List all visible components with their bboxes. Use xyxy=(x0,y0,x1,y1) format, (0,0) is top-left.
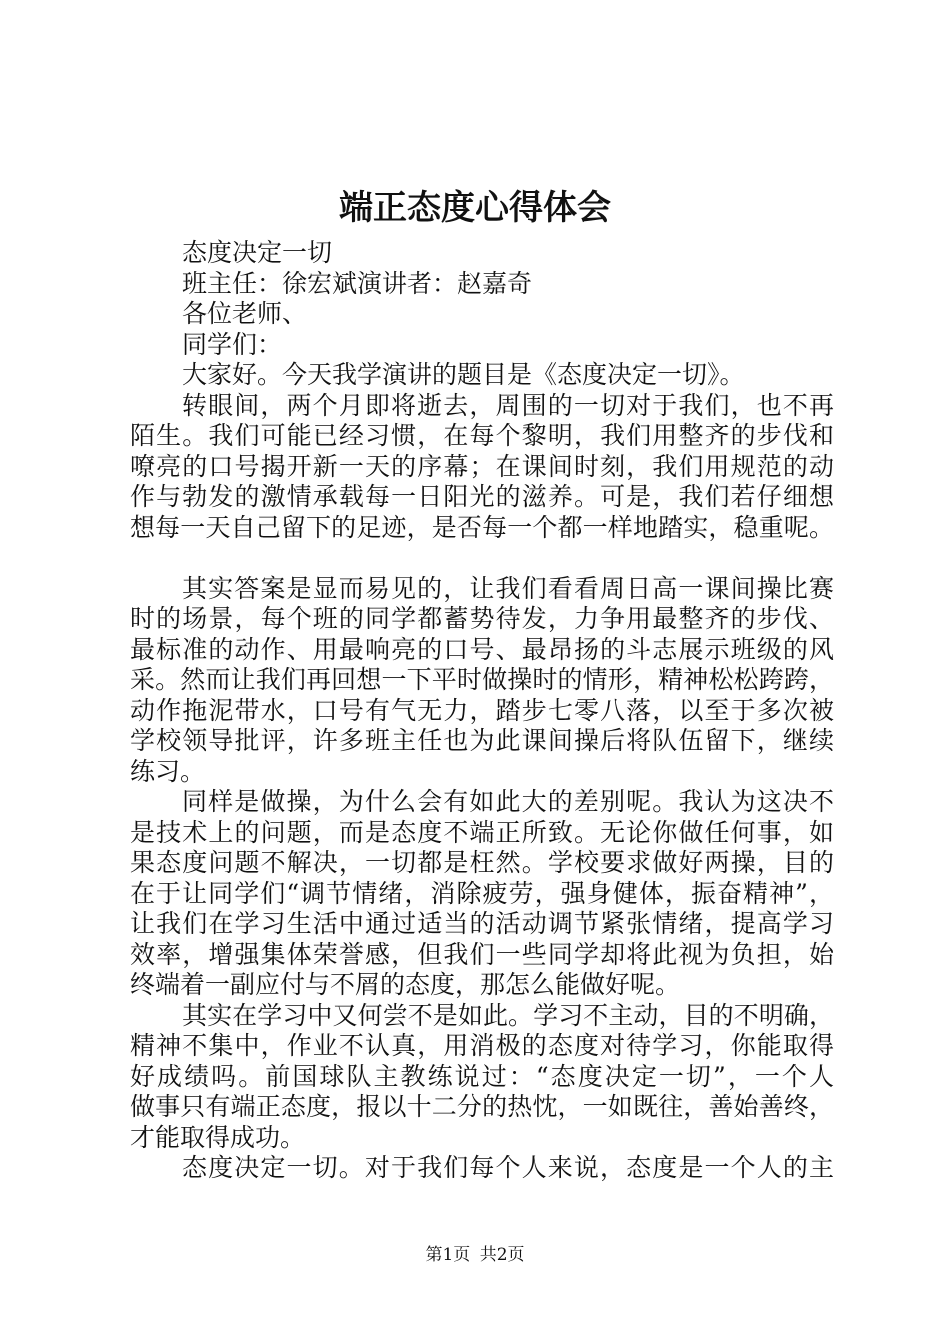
page-footer xyxy=(0,1244,950,1266)
text-line: 嘹亮的口号揭开新一天的序幕；在课间时刻，我们用规范的动 xyxy=(130,451,834,481)
document-body xyxy=(130,238,834,1184)
text-line: 同样是做操，为什么会有如此大的差别呢。我认为这决不 xyxy=(182,787,834,816)
text-line: 陌生。我们可能已经习惯，在每个黎明，我们用整齐的步伐和 xyxy=(130,421,834,450)
text-line: 最标准的动作、用最响亮的口号、最昂扬的斗志展示班级的风 xyxy=(130,634,834,664)
text-line: 转眼间，两个月即将逝去，周围的一切对于我们，也不再 xyxy=(182,390,834,420)
text-line: 是技术上的问题，而是态度不端正所致。无论你做任何事，如 xyxy=(130,817,834,847)
text-line: 其实答案是显而易见的，让我们看看周日高一课间操比赛 xyxy=(182,573,834,603)
text-line: 学校领导批评，许多班主任也为此课间操后将队伍留下，继续 xyxy=(130,726,834,755)
text-line: 让我们在学习生活中通过适当的活动调节紧张情绪，提高学习 xyxy=(130,909,834,938)
text-line: 做事只有端正态度，报以十二分的热忱，一如既往，善始善终， xyxy=(130,1092,834,1121)
text-line: 才能取得成功。 xyxy=(130,1122,306,1152)
text-line: 同学们： xyxy=(182,329,283,359)
text-line: 其实在学习中又何尝不是如此。学习不主动，目的不明确， xyxy=(182,1000,834,1030)
text-line: 采。然而让我们再回想一下平时做操时的情形，精神松松跨跨， xyxy=(130,665,834,694)
text-line: 时的场景，每个班的同学都蓄势待发，力争用最整齐的步伐、 xyxy=(130,604,834,633)
text-line: 效率，增强集体荣誉感，但我们一些同学却将此视为负担，始 xyxy=(130,939,834,969)
text-line: 在于让同学们“调节情绪，消除疲劳，强身健体，振奋精神”， xyxy=(130,878,834,908)
text-line: 大家好。今天我学演讲的题目是《态度决定一切》。 xyxy=(182,360,745,389)
text-line: 态度决定一切。对于我们每个人来说，态度是一个人的主 xyxy=(182,1153,834,1182)
text-line: 作与勃发的激情承载每一日阳光的滋养。可是，我们若仔细想 xyxy=(130,482,834,511)
document-title: 端正态度心得体会 xyxy=(339,188,611,228)
page-total: 共2页 xyxy=(479,1245,525,1265)
page-number: 第1页 xyxy=(425,1245,471,1265)
text-line: 各位老师、 xyxy=(182,299,308,328)
text-line: 好成绩吗。前国球队主教练说过：“态度决定一切”，一个人 xyxy=(130,1061,834,1091)
text-line: 练习。 xyxy=(130,756,206,786)
text-line: 动作拖泥带水，口号有气无力，踏步七零八落，以至于多次被 xyxy=(130,695,834,725)
text-line: 想每一天自己留下的足迹，是否每一个都一样地踏实，稳重呢。 xyxy=(130,512,834,542)
text-line: 精神不集中，作业不认真，用消极的态度对待学习，你能取得 xyxy=(130,1031,834,1060)
text-line: 终端着一副应付与不屑的态度，那怎么能做好呢。 xyxy=(130,970,681,999)
text-line: 果态度问题不解决，一切都是枉然。学校要求做好两操，目的 xyxy=(130,848,834,877)
text-line: 班主任：徐宏斌演讲者：赵嘉奇 xyxy=(182,268,533,298)
paragraph-gap xyxy=(130,543,834,574)
text-line: 态度决定一切 xyxy=(182,238,333,267)
